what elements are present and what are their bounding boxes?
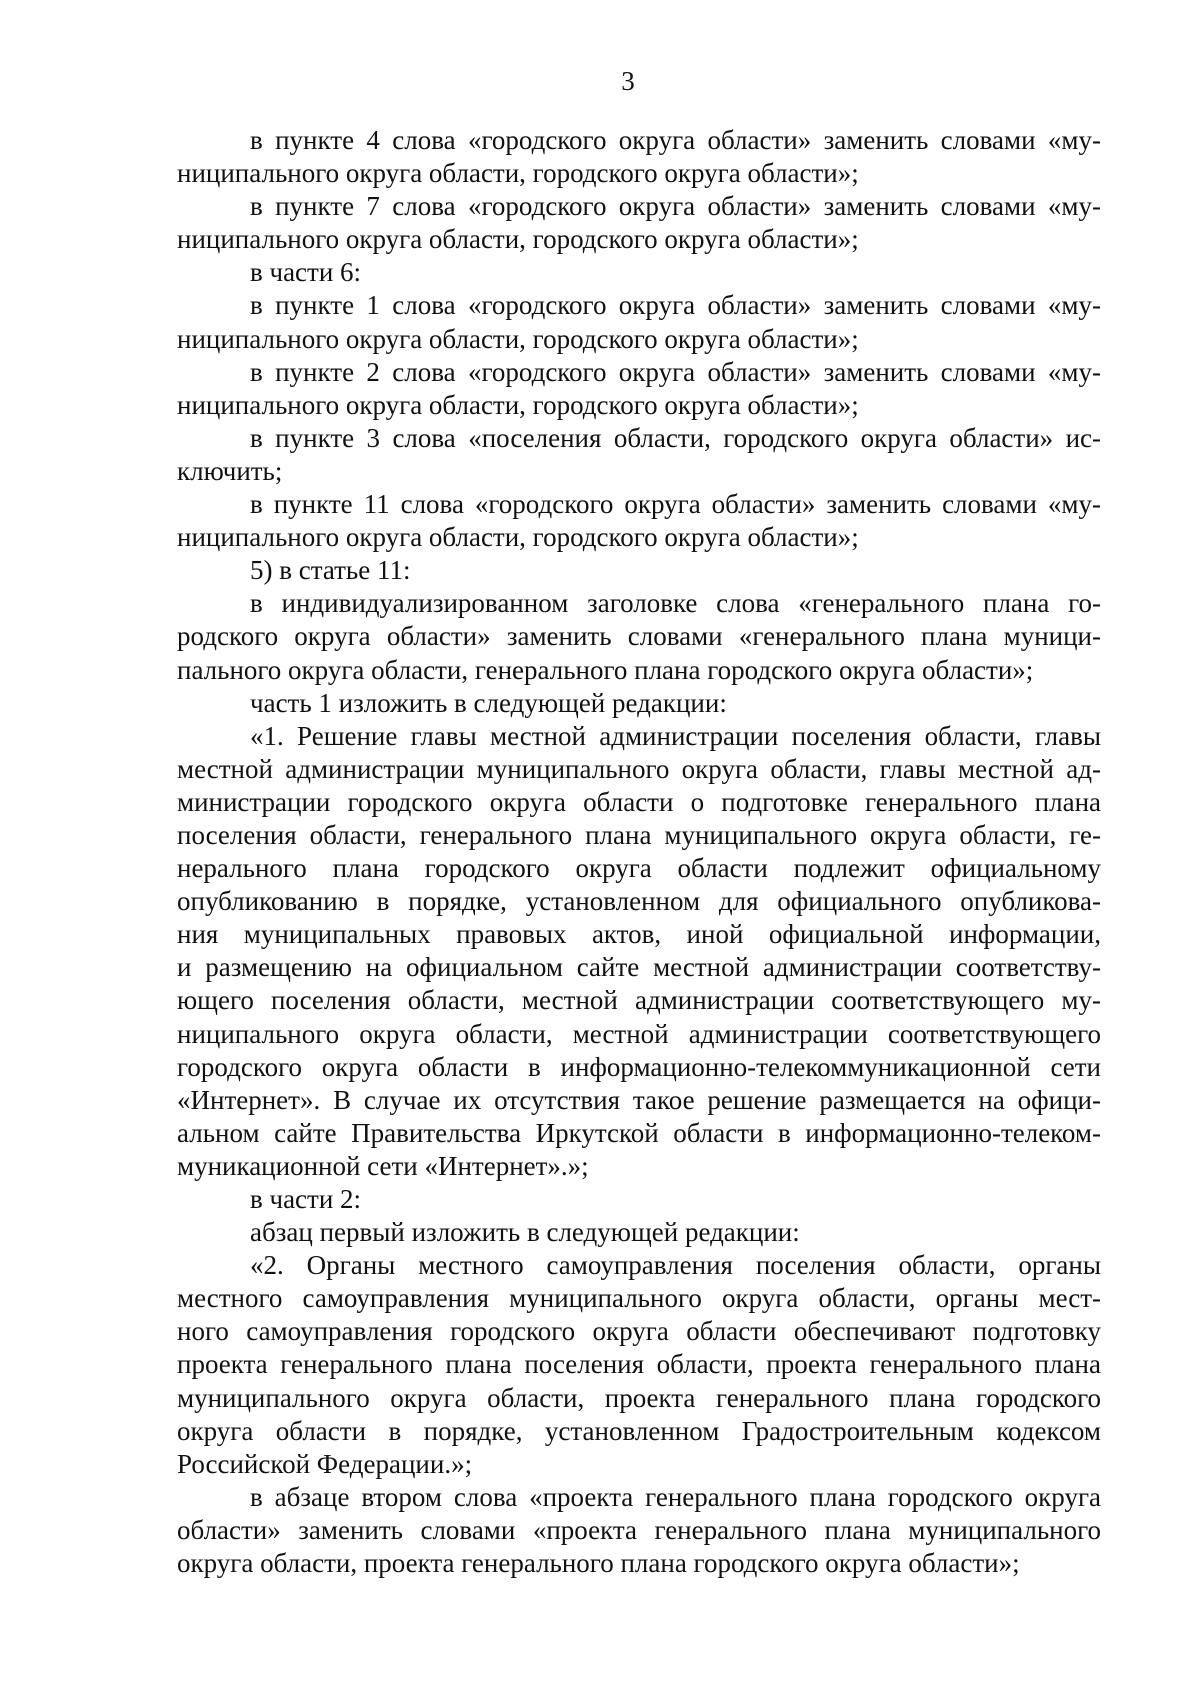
text-line: поселения области, генерального плана муниципального округа области, ге- — [177, 819, 1101, 850]
text-line: министрации городского округа области о подготовке генерального плана — [177, 786, 1101, 817]
text-line: в пункте 4 слова «городского округа области» заменить словами «му- — [250, 125, 1101, 155]
text-line: опубликованию в порядке, установленном для официального опубликова- — [177, 886, 1101, 917]
text-line: пального округа области, генерального плана городского округа области»; — [177, 654, 1034, 685]
text-line: ниципального округа области, городского округа области»; — [177, 323, 859, 354]
paragraph — [177, 1183, 1101, 1216]
text-line: нерального плана городского округа области подлежит официальному — [177, 853, 1101, 884]
paragraph — [177, 256, 1101, 289]
paragraph — [177, 190, 1101, 256]
page-number: 3 — [621, 66, 635, 96]
text-line: в индивидуализированном заголовке слова «генерального плана го- — [250, 588, 1101, 619]
paragraph — [177, 488, 1101, 554]
text-line: ниципального округа области, городского округа области»; — [177, 389, 859, 420]
text-line: альном сайте Правительства Иркутской области в информационно-телеком- — [177, 1117, 1101, 1148]
text-line: местного самоуправления муниципального округа области, органы мест- — [177, 1283, 1101, 1314]
paragraph — [177, 720, 1101, 1183]
paragraph — [177, 124, 1101, 190]
text-line: в пункте 3 слова «поселения области, городского округа области» ис- — [250, 422, 1101, 453]
text-line: «1. Решение главы местной администрации поселения области, главы — [250, 720, 1101, 751]
text-line: родского округа области» заменить словами «генерального плана муници- — [177, 621, 1101, 652]
text-line: в пункте 2 слова «городского округа области» заменить словами «му- — [250, 356, 1101, 387]
text-line: и размещению на официальном сайте местной администрации соответству- — [177, 952, 1101, 983]
text-line: в пункте 7 слова «городского округа области» заменить словами «му- — [250, 191, 1101, 222]
text-line: Российской Федерации.»; — [177, 1448, 473, 1479]
text-line: ниципального округа области, городского округа области»; — [177, 522, 859, 553]
paragraph — [177, 1481, 1101, 1580]
paragraph — [177, 289, 1101, 355]
text-line: в пункте 11 слова «городского округа области» заменить словами «му- — [250, 489, 1101, 520]
text-line: ющего поселения области, местной администрации соответствующего му- — [177, 985, 1101, 1016]
text-line: области» заменить словами «проекта генерального плана муниципального — [177, 1514, 1101, 1545]
text-line: в абзаце втором слова «проекта генерального плана городского округа — [250, 1481, 1101, 1512]
text-line: в части 2: — [250, 1184, 362, 1214]
text-line: в части 6: — [250, 257, 362, 288]
text-line: 5) в статье 11: — [250, 555, 411, 586]
text-line: «Интернет». В случае их отсутствия такое решение размещается на офици- — [177, 1084, 1101, 1115]
text-line: муниципального округа области, проекта генерального плана городского — [177, 1382, 1101, 1413]
text-line: местной администрации муниципального округа области, главы местной ад- — [177, 753, 1101, 784]
paragraph — [177, 1216, 1101, 1249]
paragraph — [177, 356, 1101, 422]
text-line: округа области в порядке, установленном Градостроительным кодексом — [177, 1415, 1101, 1446]
text-line: ния муниципальных правовых актов, иной официальной информации, — [177, 919, 1101, 950]
text-line: проекта генерального плана поселения области, проекта генерального плана — [177, 1349, 1101, 1380]
paragraph — [177, 422, 1101, 488]
text-line: абзац первый изложить в следующей редакции: — [250, 1217, 800, 1248]
text-line: муникационной сети «Интернет».»; — [177, 1150, 589, 1181]
text-line: ного самоуправления городского округа области обеспечивают подготовку — [177, 1316, 1101, 1347]
text-line: ниципального округа области, местной администрации соответствующего — [177, 1018, 1101, 1049]
text-line: часть 1 изложить в следующей редакции: — [250, 687, 727, 718]
paragraph — [177, 1249, 1101, 1481]
text-line: округа области, проекта генерального плана городского округа области»; — [177, 1548, 1020, 1579]
text-line: ключить; — [177, 455, 283, 486]
text-line: в пункте 1 слова «городского округа области» заменить словами «му- — [250, 290, 1101, 321]
text-line: «2. Органы местного самоуправления поселения области, органы — [250, 1250, 1101, 1281]
paragraph — [177, 587, 1101, 686]
document-body — [177, 124, 1101, 1580]
text-line: городского округа области в информационно-телекоммуникационной сети — [177, 1051, 1101, 1082]
paragraph — [177, 687, 1101, 720]
paragraph — [177, 554, 1101, 587]
text-line: ниципального округа области, городского округа области»; — [177, 224, 859, 255]
text-line: ниципального округа области, городского округа области»; — [177, 158, 859, 189]
